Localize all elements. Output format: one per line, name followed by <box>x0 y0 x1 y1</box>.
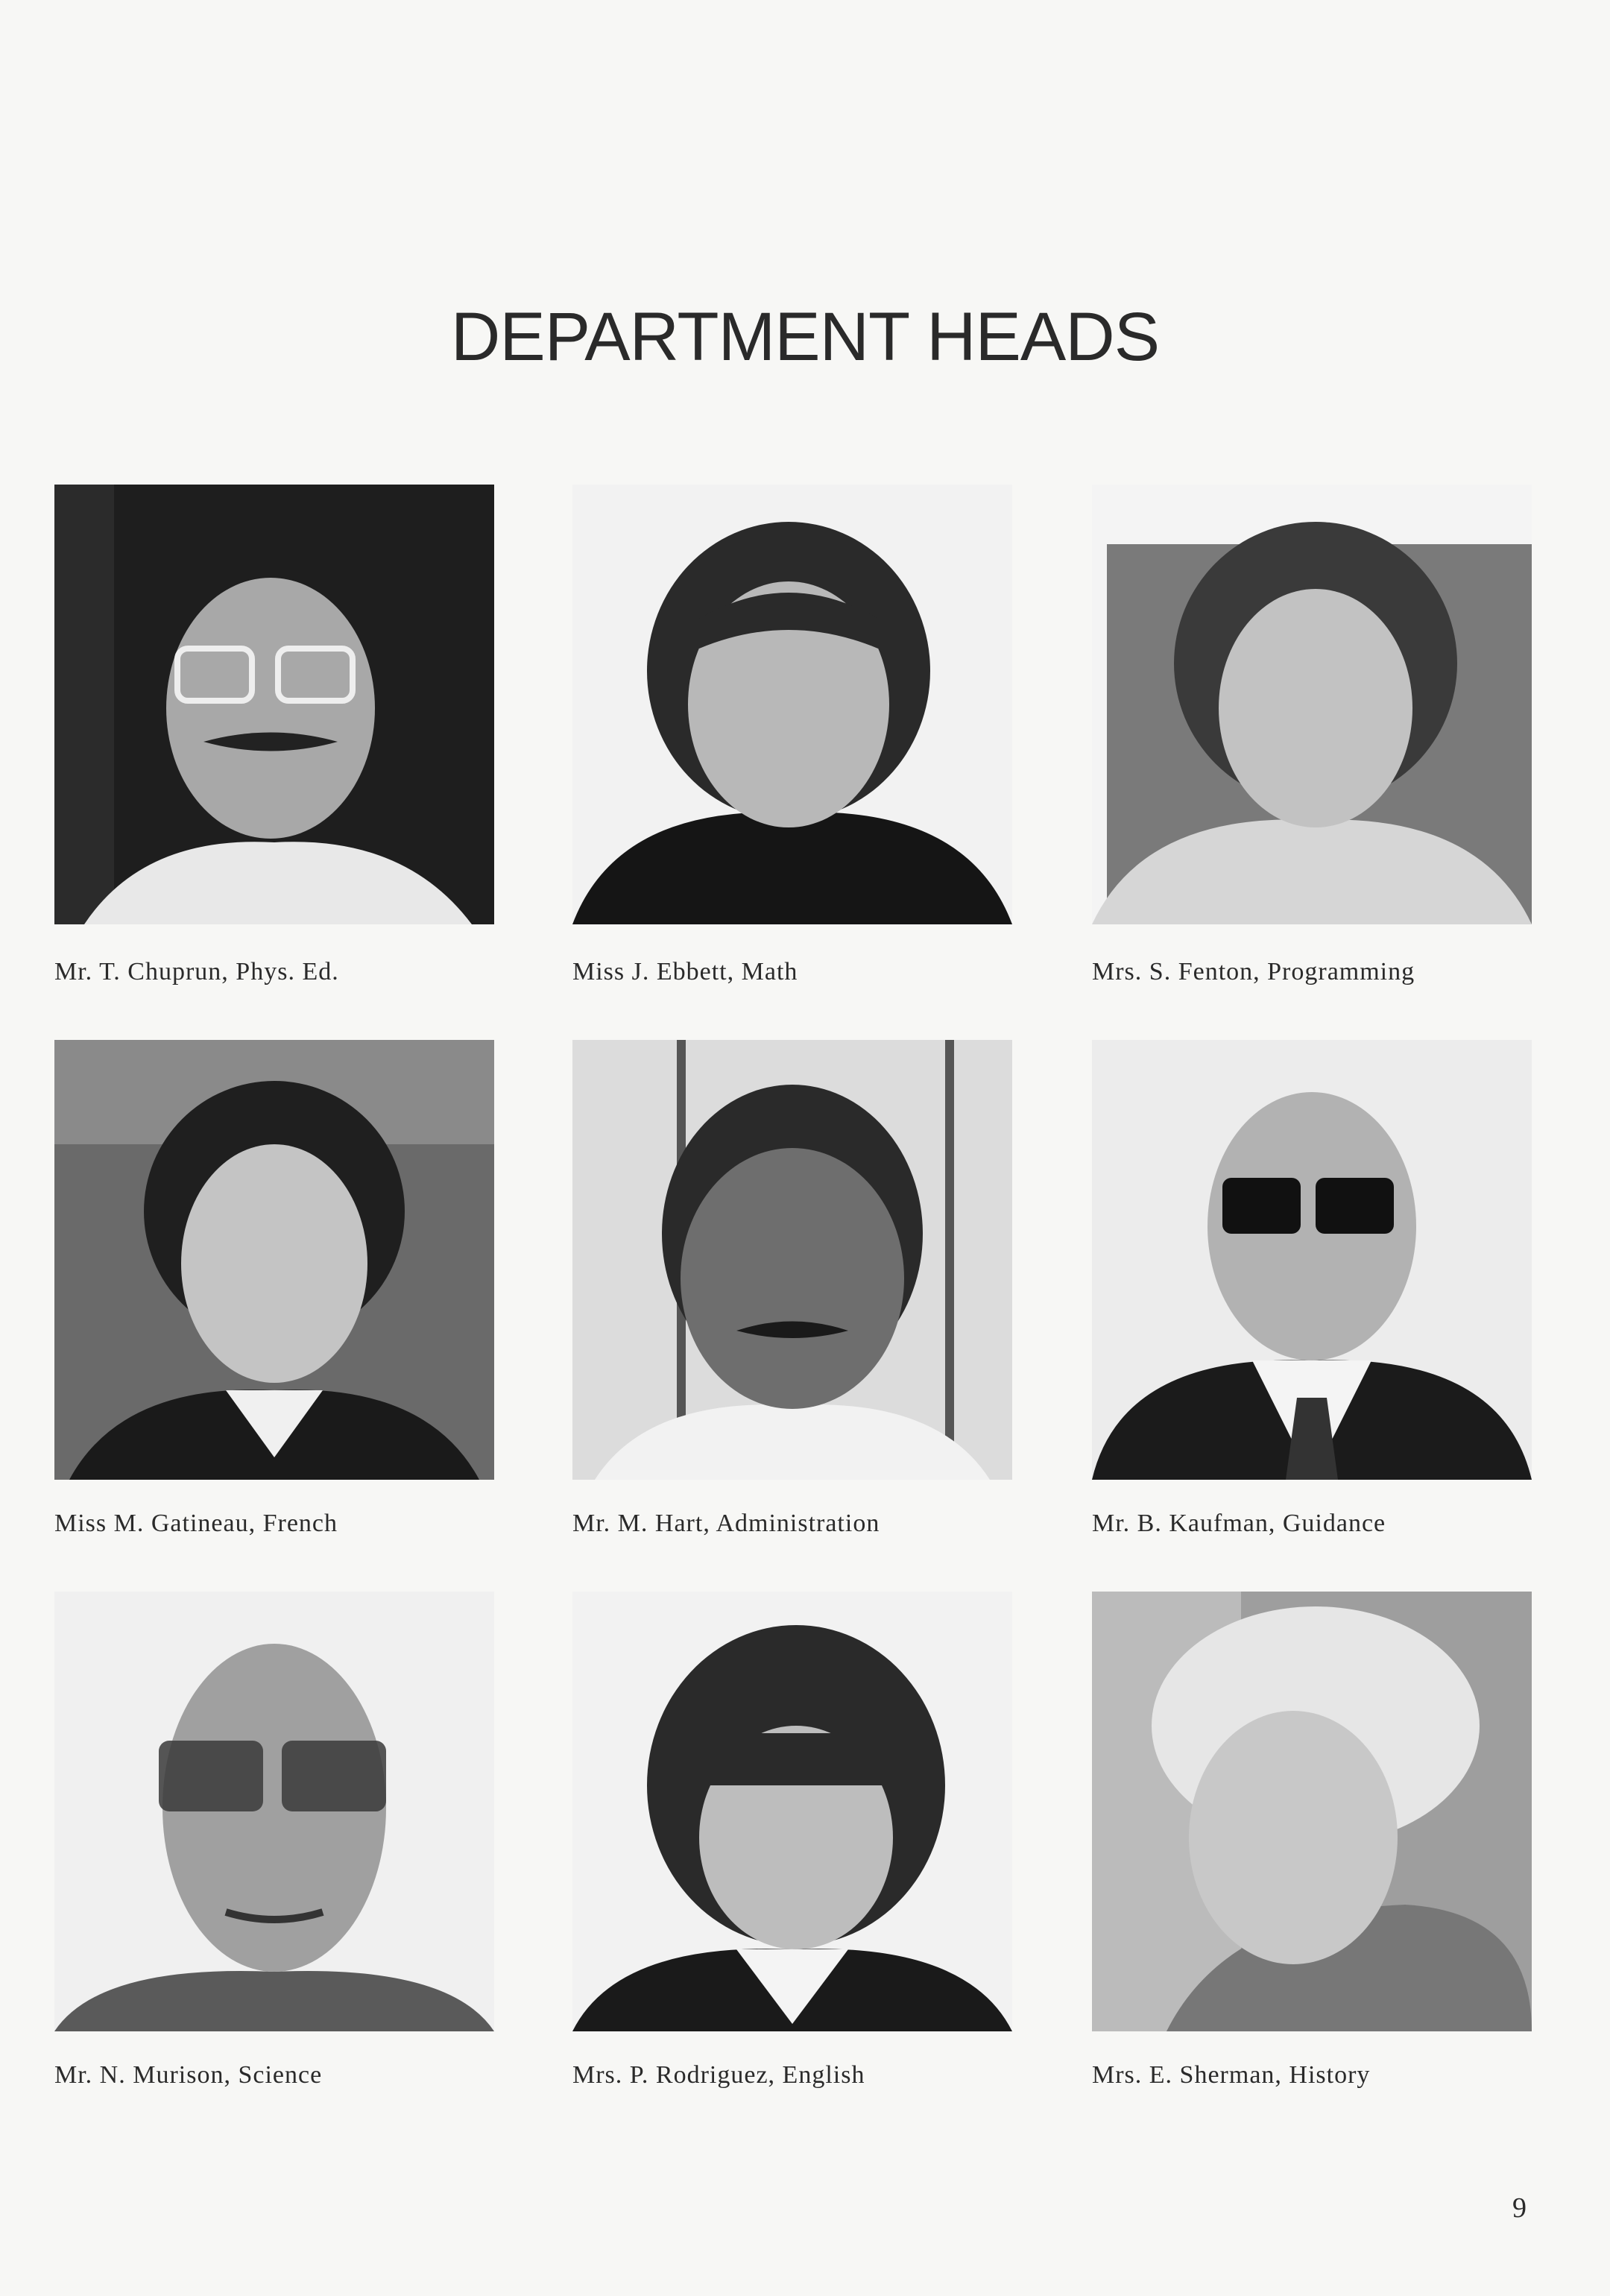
caption-chuprun: Mr. T. Chuprun, Phys. Ed. <box>54 958 339 985</box>
portrait-photo-icon <box>572 1040 1012 1480</box>
caption-murison: Mr. N. Murison, Science <box>54 2061 323 2089</box>
caption-rodriguez: Mrs. P. Rodriguez, English <box>572 2061 865 2089</box>
caption-ebbett: Miss J. Ebbett, Math <box>572 958 798 985</box>
portrait-photo-icon <box>54 1040 494 1480</box>
portrait-photo-icon <box>1092 1040 1532 1480</box>
page-title: DEPARTMENT HEADS <box>450 299 1160 375</box>
portrait-photo-icon <box>54 485 494 924</box>
portrait-photo-icon <box>54 1592 494 2031</box>
page-number: 9 <box>1512 2192 1527 2224</box>
portrait-photo-icon <box>572 485 1012 924</box>
portrait-photo-icon <box>572 1592 1012 2031</box>
portrait-photo-murison <box>54 1592 494 2031</box>
caption-fenton: Mrs. S. Fenton, Programming <box>1092 958 1415 985</box>
portrait-photo-icon <box>1092 1592 1532 2031</box>
portrait-photo-ebbett <box>572 485 1012 924</box>
portrait-photo-kaufman <box>1092 1040 1532 1480</box>
portrait-photo-gatineau <box>54 1040 494 1480</box>
portrait-photo-icon <box>1092 485 1532 924</box>
portrait-photo-chuprun <box>54 485 494 924</box>
portrait-photo-rodriguez <box>572 1592 1012 2031</box>
portrait-photo-fenton <box>1092 485 1532 924</box>
portrait-photo-hart <box>572 1040 1012 1480</box>
portrait-photo-sherman <box>1092 1592 1532 2031</box>
caption-sherman: Mrs. E. Sherman, History <box>1092 2061 1371 2089</box>
caption-hart: Mr. M. Hart, Administration <box>572 1510 880 1537</box>
caption-kaufman: Mr. B. Kaufman, Guidance <box>1092 1510 1386 1537</box>
caption-gatineau: Miss M. Gatineau, French <box>54 1510 338 1537</box>
